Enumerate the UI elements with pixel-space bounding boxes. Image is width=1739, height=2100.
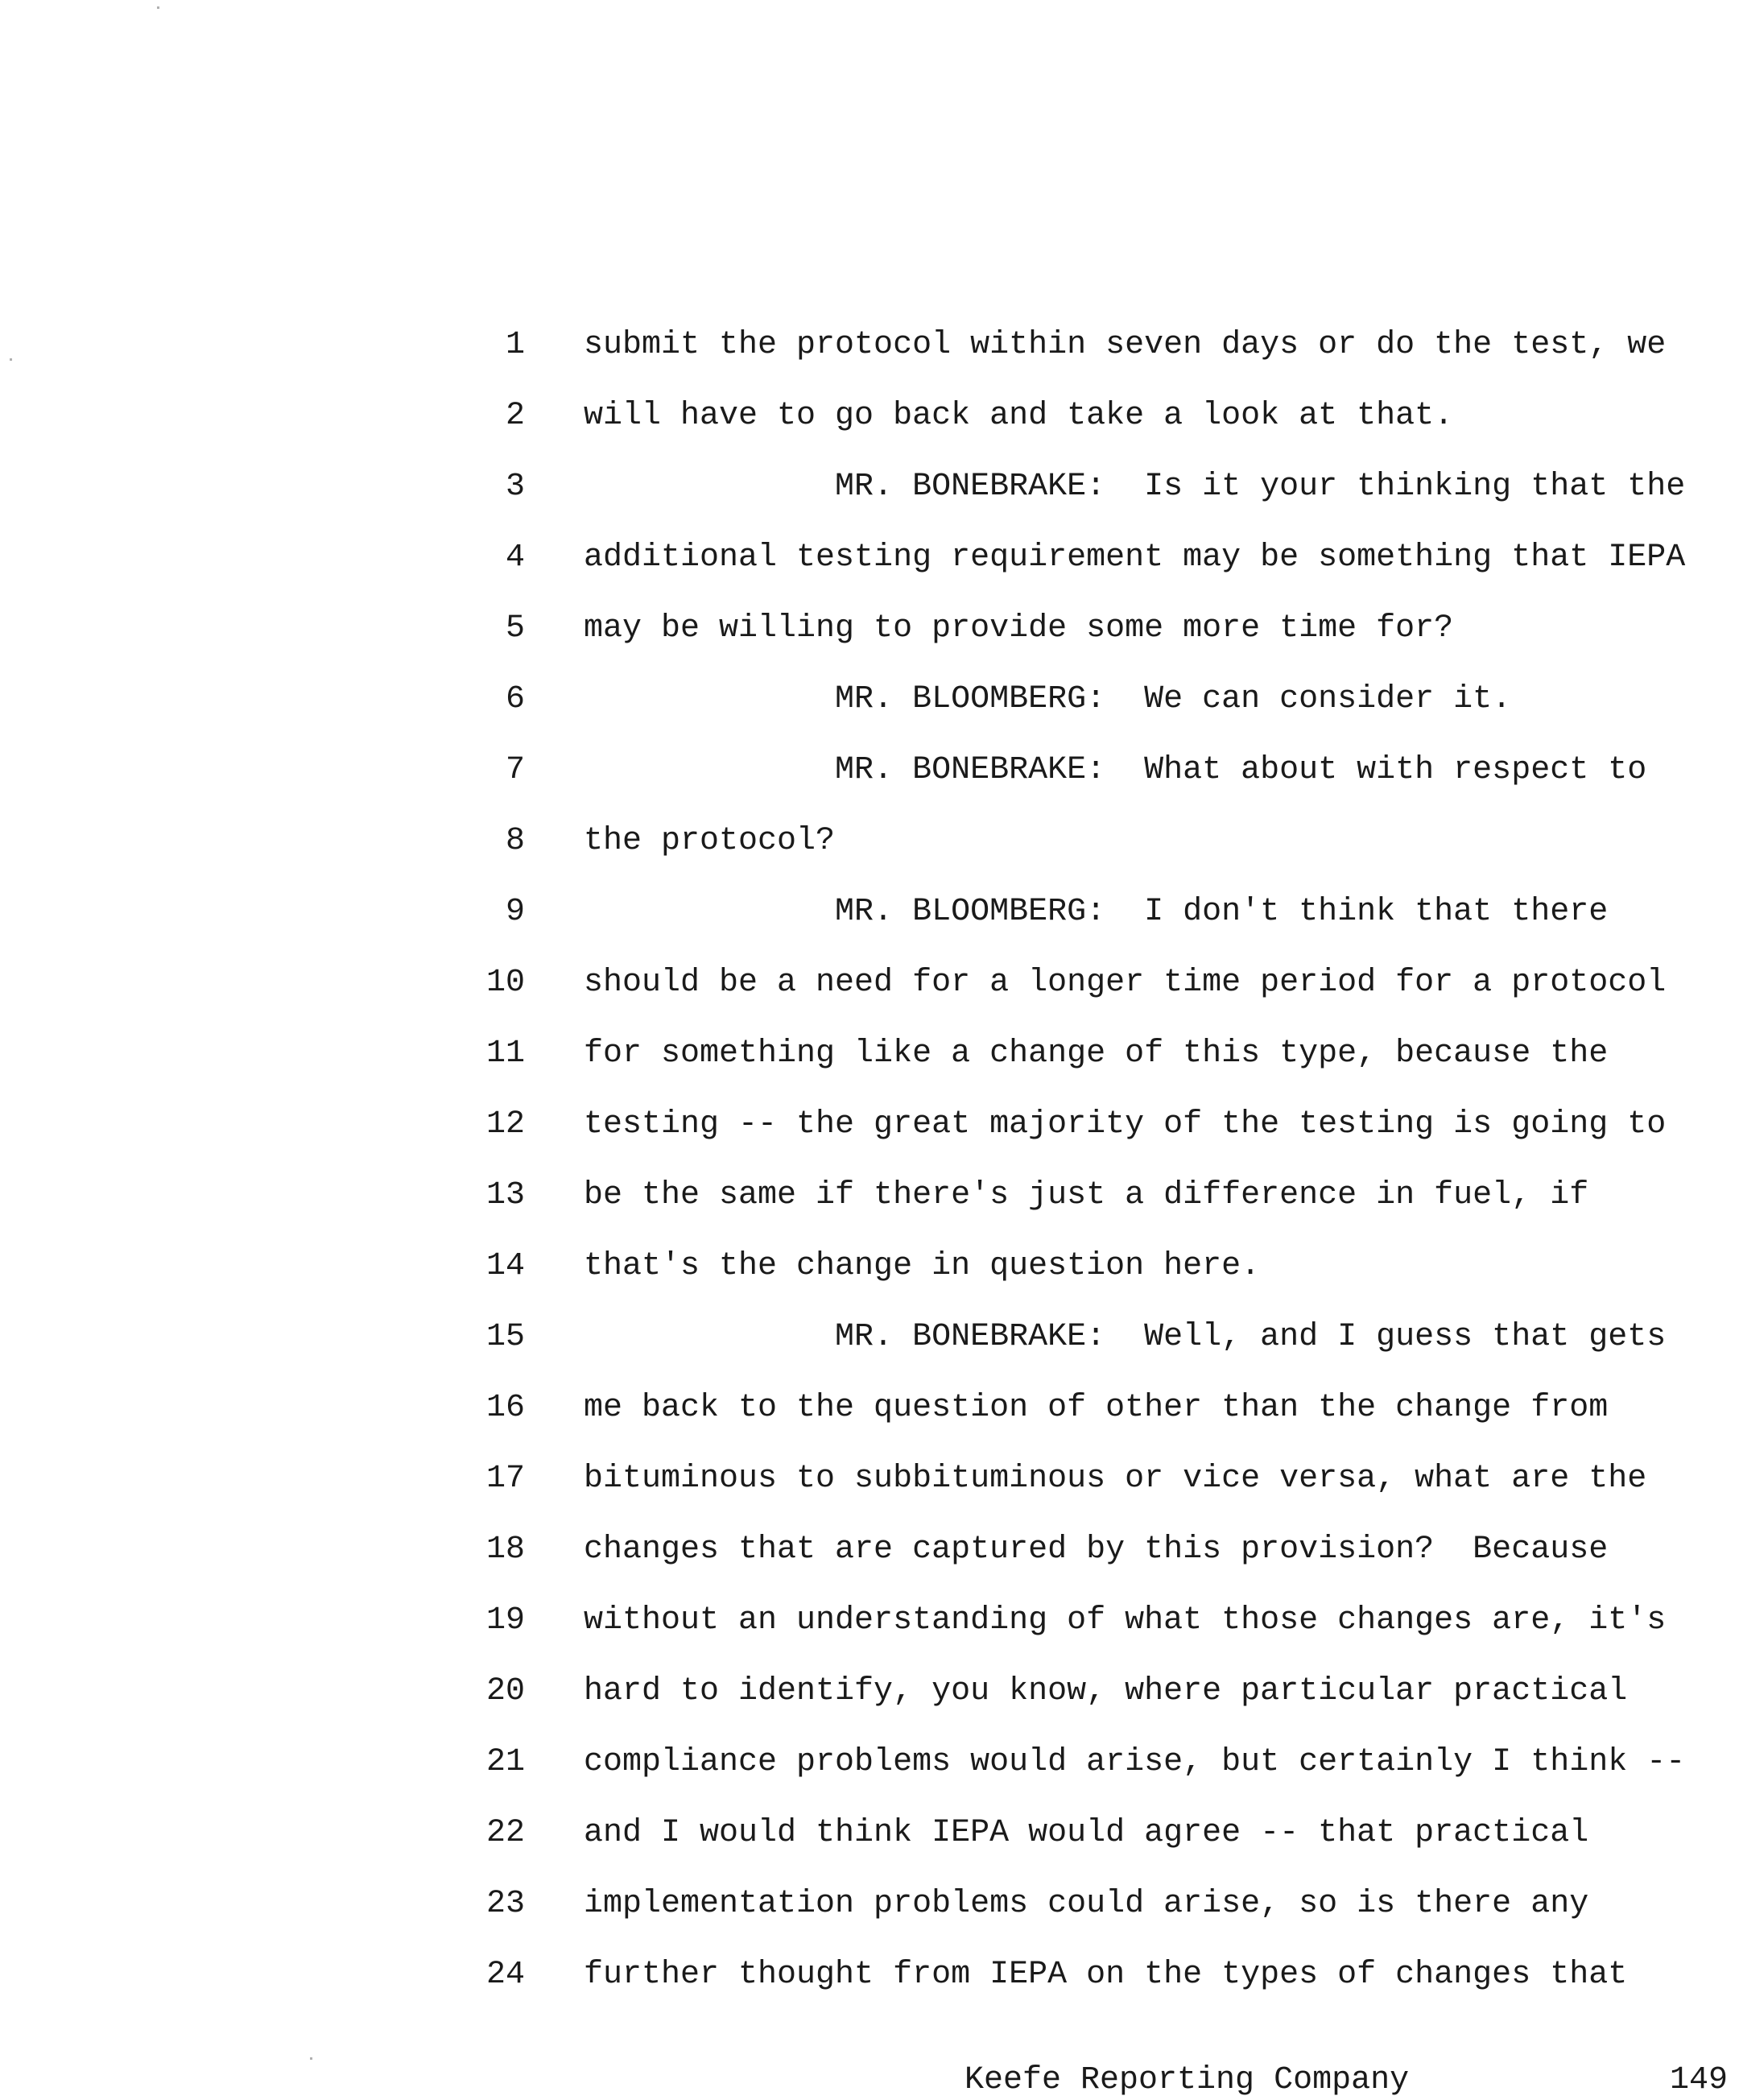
transcript-line [451, 1029, 1739, 1100]
line-text: and I would think IEPA would agree -- that practical [584, 1815, 1589, 1851]
page-number: 149 [1670, 2062, 1729, 2098]
transcript-line [451, 1667, 1739, 1738]
line-text: implementation problems could arise, so is there any [584, 1886, 1589, 1922]
transcript-line [451, 958, 1739, 1029]
line-number: 16 [485, 1390, 525, 1426]
transcript-line [451, 1738, 1739, 1809]
scan-speck [310, 2057, 312, 2060]
line-number: 21 [485, 1744, 525, 1780]
line-number: 9 [505, 894, 525, 930]
line-text: testing -- the great majority of the testing is going to [584, 1106, 1667, 1143]
line-number: 13 [485, 1177, 525, 1213]
transcript-line [451, 533, 1739, 604]
line-number: 12 [485, 1106, 525, 1143]
transcript-line [451, 746, 1739, 816]
line-text: should be a need for a longer time period for a protocol [584, 965, 1667, 1001]
line-number: 14 [485, 1248, 525, 1284]
transcript-line [451, 1879, 1739, 1950]
line-number: 23 [485, 1886, 525, 1922]
line-number: 15 [485, 1319, 525, 1355]
transcript-line [451, 1383, 1739, 1454]
transcript-line [451, 1454, 1739, 1525]
line-number: 8 [505, 823, 525, 859]
line-text: will have to go back and take a look at that. [584, 398, 1454, 434]
line-text: that's the change in question here. [584, 1248, 1261, 1284]
line-number: 5 [505, 610, 525, 647]
line-text: for something like a change of this type, because the [584, 1036, 1609, 1072]
page-footer [0, 2061, 1739, 2100]
transcript-line [451, 1596, 1739, 1667]
line-text: the protocol? [584, 823, 836, 859]
transcript-line [451, 1525, 1739, 1596]
reporter-name: Keefe Reporting Company [965, 2062, 1410, 2098]
line-number: 3 [505, 469, 525, 505]
line-number: 18 [485, 1532, 525, 1568]
line-text: MR. BLOOMBERG: We can consider it. [584, 681, 1512, 717]
transcript-line [451, 1950, 1739, 2021]
line-number: 19 [485, 1602, 525, 1639]
line-text: MR. BONEBRAKE: What about with respect to [584, 752, 1647, 788]
line-number: 10 [485, 965, 525, 1001]
transcript-line [451, 1312, 1739, 1383]
transcript-line [451, 391, 1739, 462]
line-text: bituminous to subbituminous or vice versa, what are the [584, 1461, 1647, 1497]
line-number: 17 [485, 1461, 525, 1497]
line-text: hard to identify, you know, where particular practical [584, 1673, 1628, 1709]
transcript-line [451, 1171, 1739, 1242]
line-number: 2 [505, 398, 525, 434]
transcript-line [451, 604, 1739, 675]
line-text: MR. BLOOMBERG: I don't think that there [584, 894, 1609, 930]
line-number: 11 [485, 1036, 525, 1072]
transcript-line [451, 1100, 1739, 1171]
line-text: be the same if there's just a difference in fuel, if [584, 1177, 1589, 1213]
line-number: 6 [505, 681, 525, 717]
line-text: compliance problems would arise, but certainly I think -- [584, 1744, 1686, 1780]
transcript-line [451, 1242, 1739, 1312]
line-number: 4 [505, 539, 525, 576]
line-number: 1 [505, 327, 525, 363]
line-number: 20 [485, 1673, 525, 1709]
line-number: 7 [505, 752, 525, 788]
transcript-line [451, 816, 1739, 887]
line-text: may be willing to provide some more time for? [584, 610, 1454, 647]
transcript-line [451, 462, 1739, 533]
line-text: changes that are captured by this provision? Because [584, 1532, 1609, 1568]
line-number: 22 [485, 1815, 525, 1851]
line-text: MR. BONEBRAKE: Is it your thinking that the [584, 469, 1686, 505]
transcript-line [451, 887, 1739, 958]
line-text: additional testing requirement may be something that IEPA [584, 539, 1686, 576]
transcript-body [451, 320, 1739, 2021]
transcript-line [451, 320, 1739, 391]
line-text: MR. BONEBRAKE: Well, and I guess that gets [584, 1319, 1667, 1355]
scan-speck [157, 6, 159, 9]
line-number: 24 [485, 1957, 525, 1993]
line-text: further thought from IEPA on the types of changes that [584, 1957, 1628, 1993]
transcript-line [451, 675, 1739, 746]
scan-speck [10, 358, 12, 361]
line-text: without an understanding of what those changes are, it's [584, 1602, 1667, 1639]
line-text: me back to the question of other than the change from [584, 1390, 1609, 1426]
line-text: submit the protocol within seven days or do the test, we [584, 327, 1667, 363]
transcript-line [451, 1809, 1739, 1879]
